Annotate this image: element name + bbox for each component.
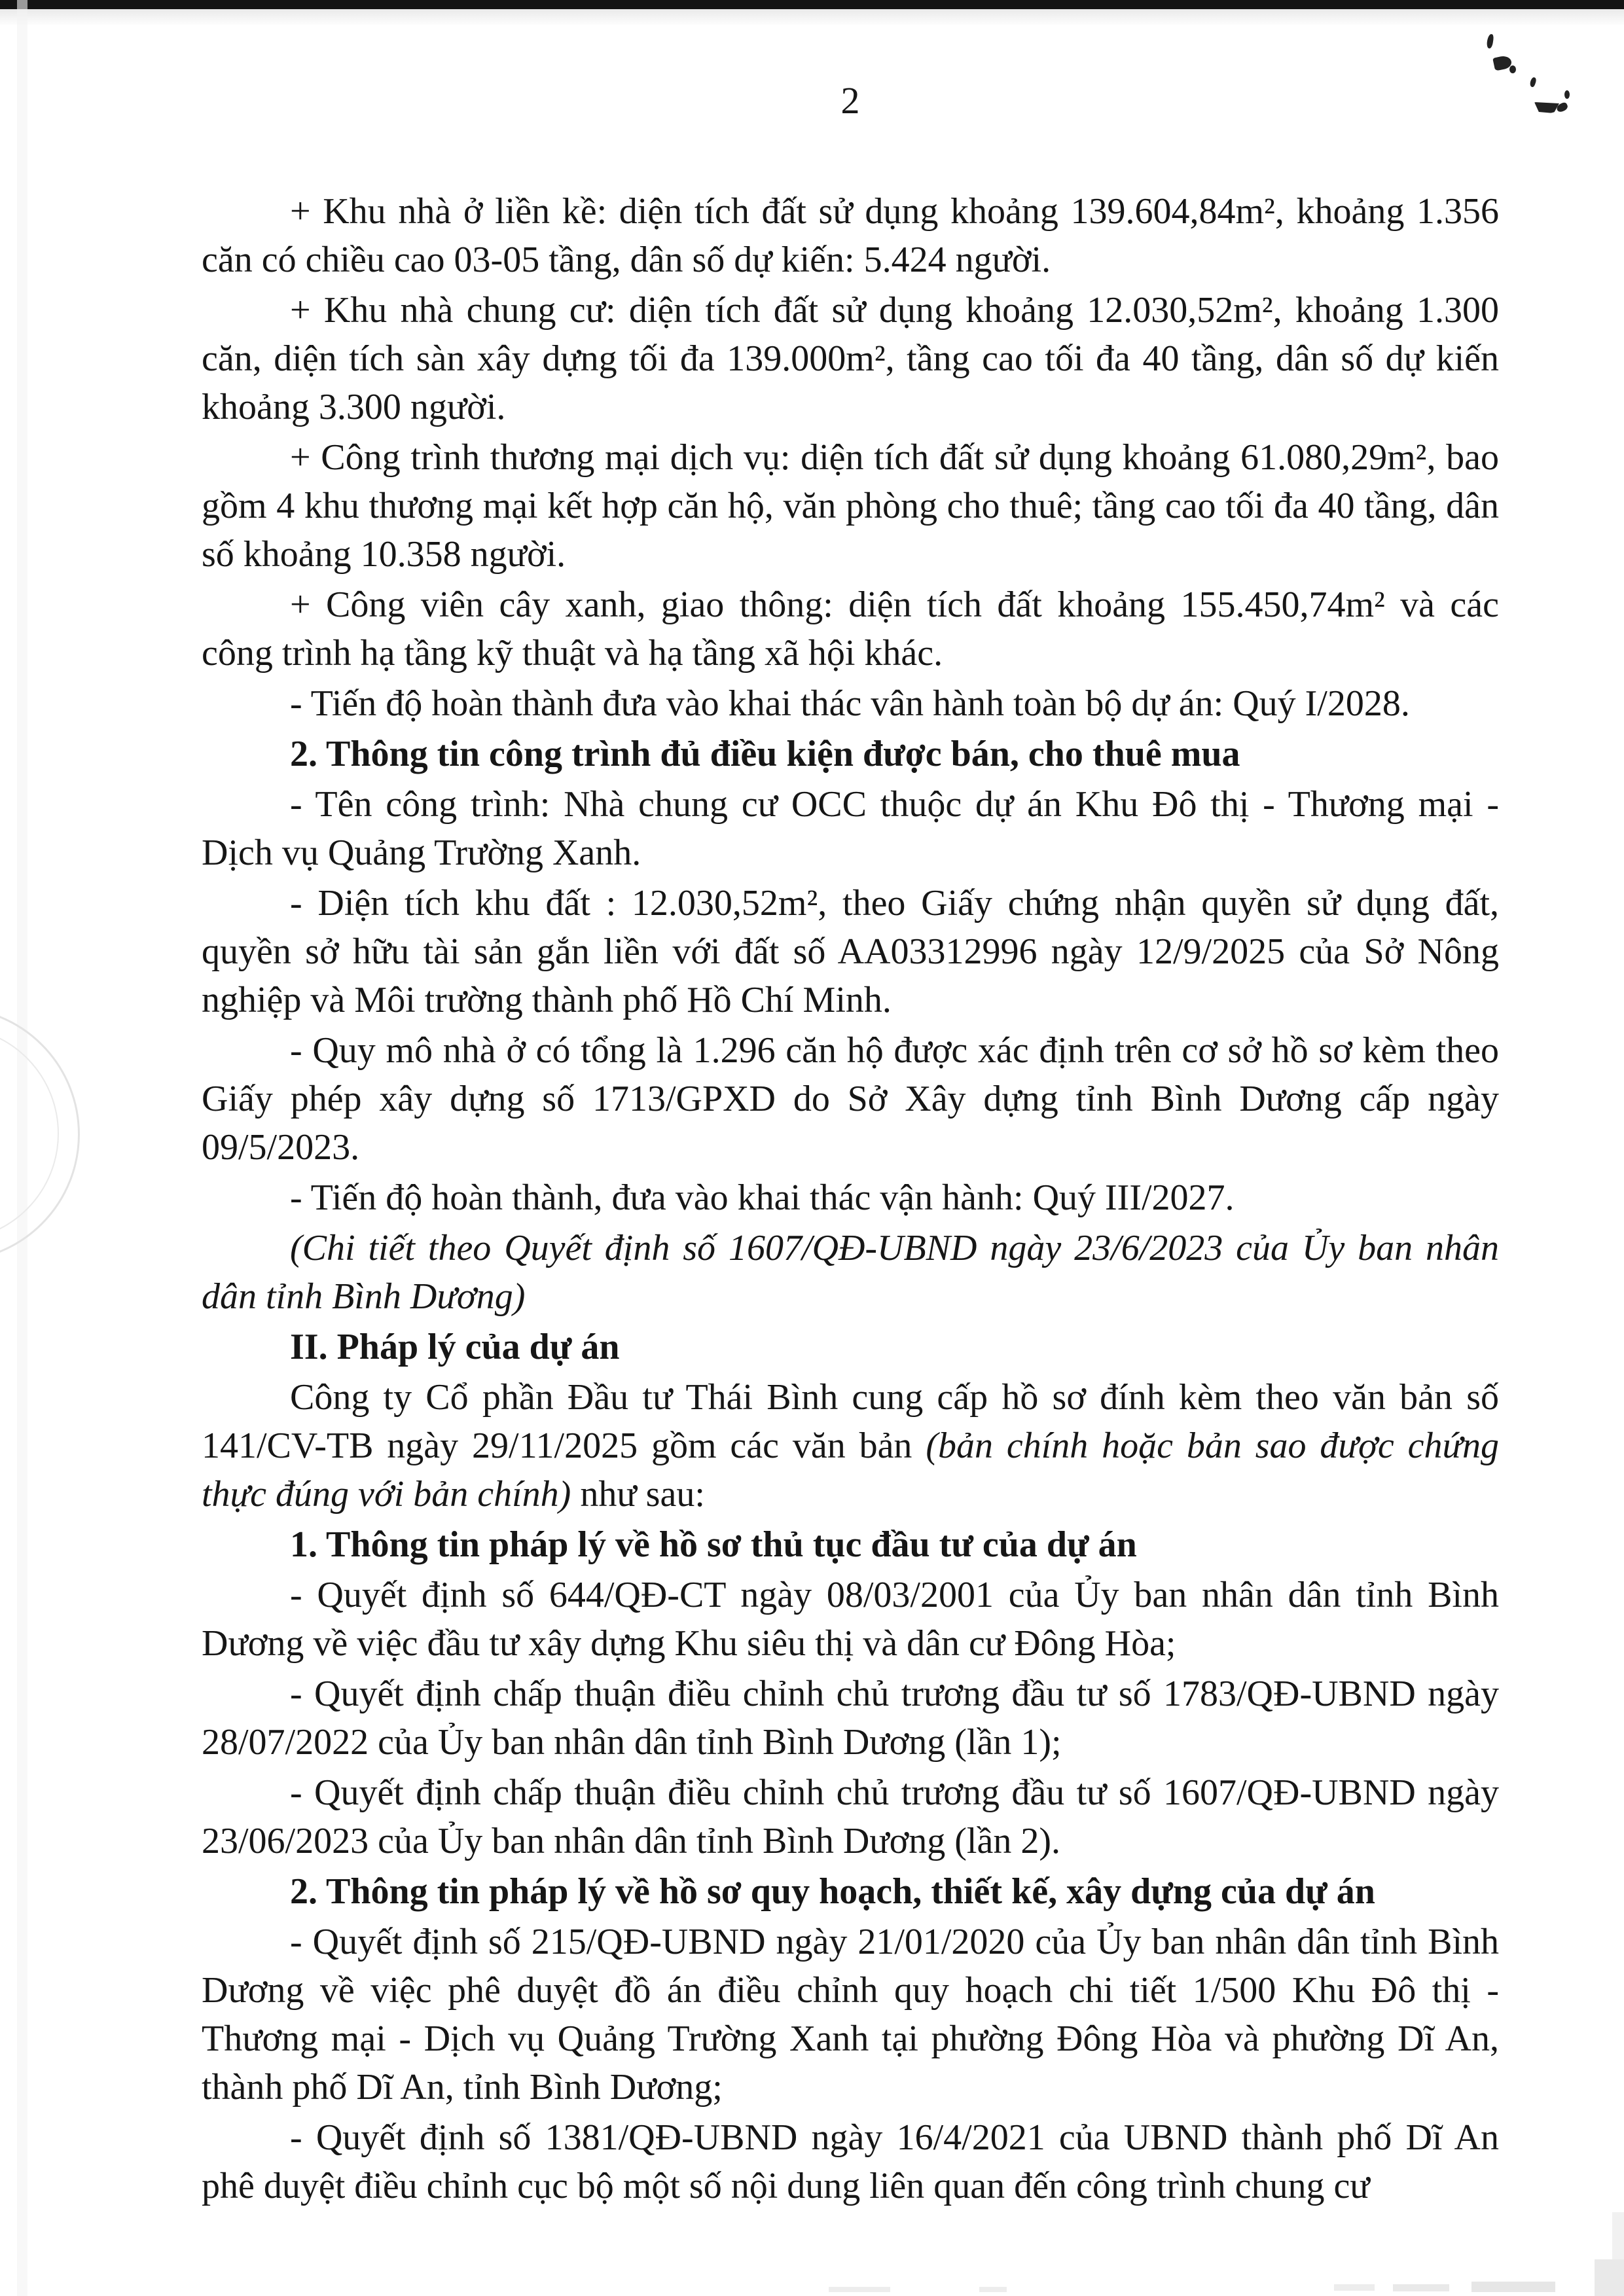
ink-mark: [1509, 65, 1516, 73]
section-heading: 1. Thông tin pháp lý về hồ sơ thủ tục đầu tư của dự án: [290, 1524, 1137, 1565]
scan-smudge: [979, 2287, 1007, 2292]
body-paragraph: + Khu nhà chung cư: diện tích đất sử dụng khoảng 12.030,52m², khoảng 1.300 căn, diện tích sàn xây dựng tối đa 139.000m², tầng cao tối đa 40 tầng, dân số dự kiến khoảng 3.300 người.: [202, 290, 1499, 427]
ink-mark: [1534, 102, 1559, 113]
body-paragraph: - Quyết định số 1381/QĐ-UBND ngày 16/4/2021 của UBND thành phố Dĩ An phê duyệt điều chỉnh cục bộ một số nội dung liên quan đến công trình chung cư: [202, 2117, 1499, 2206]
section-heading: 2. Thông tin pháp lý về hồ sơ quy hoạch, thiết kế, xây dựng của dự án: [290, 1871, 1375, 1912]
body-paragraph: - Quy mô nhà ở có tổng là 1.296 căn hộ được xác định trên cơ sở hồ sơ kèm theo Giấy phép xây dựng số 1713/GPXD do Sở Xây dựng tỉnh Bình Dương cấp ngày 09/5/2023.: [202, 1030, 1499, 1168]
section-heading: II. Pháp lý của dự án: [290, 1327, 620, 1367]
body-paragraph: - Tiến độ hoàn thành, đưa vào khai thác vận hành: Quý III/2027.: [290, 1177, 1235, 1218]
body-paragraph: + Công viên cây xanh, giao thông: diện tích đất khoảng 155.450,74m² và các công trình hạ tầng kỹ thuật và hạ tầng xã hội khác.: [202, 584, 1499, 673]
document-body: [202, 187, 1499, 2212]
body-paragraph: - Quyết định số 644/QĐ-CT ngày 08/03/2001 của Ủy ban nhân dân tỉnh Bình Dương về việc đầu tư xây dựng Khu siêu thị và dân cư Đông Hòa;: [202, 1575, 1499, 1664]
scan-smudge: [1393, 2284, 1449, 2291]
text-run: Công ty Cổ phần Đầu tư Thái Bình cung cấp hồ sơ đính kèm theo văn bản số 141/CV-TB ngày 29/11/2025 gồm các văn bản: [202, 1377, 1499, 1466]
scan-smudge: [1334, 2284, 1375, 2291]
body-paragraph: [202, 1373, 1499, 1518]
text-run: (bản chính hoặc bản sao được chứng thực đúng với bản chính): [202, 1426, 1499, 1515]
scan-smudge: [1471, 2282, 1555, 2292]
page-number: 2: [840, 79, 860, 122]
body-paragraph: - Quyết định chấp thuận điều chỉnh chủ trương đầu tư số 1783/QĐ-UBND ngày 28/07/2022 của Ủy ban nhân dân tỉnh Bình Dương (lần 1);: [202, 1674, 1499, 1763]
ink-mark: [1555, 101, 1568, 113]
citation-note: (Chi tiết theo Quyết định số 1607/QĐ-UBND ngày 23/6/2023 của Ủy ban nhân dân tỉnh Bình Dương): [202, 1228, 1499, 1317]
body-paragraph: - Quyết định số 215/QĐ-UBND ngày 21/01/2020 của Ủy ban nhân dân tỉnh Bình Dương về việc phê duyệt đồ án điều chỉnh quy hoạch chi tiết 1/500 Khu Đô thị - Thương mại - Dịch vụ Quảng Trường Xanh tại phường Đông Hòa và phường Dĩ An, thành phố Dĩ An, tỉnh Bình Dương;: [202, 1922, 1499, 2108]
scan-edge-line: [0, 0, 1624, 9]
body-paragraph: + Khu nhà ở liền kề: diện tích đất sử dụng khoảng 139.604,84m², khoảng 1.356 căn có chiều cao 03-05 tầng, dân số dự kiến: 5.424 người.: [202, 191, 1499, 280]
body-paragraph: - Diện tích khu đất : 12.030,52m², theo Giấy chứng nhận quyền sử dụng đất, quyền sở hữu tài sản gắn liền với đất số AA03312996 ngày 12/9/2025 của Sở Nông nghiệp và Môi trường thành phố Hồ Chí Minh.: [202, 883, 1499, 1020]
ink-mark: [1529, 77, 1537, 88]
body-paragraph: - Quyết định chấp thuận điều chỉnh chủ trương đầu tư số 1607/QĐ-UBND ngày 23/06/2023 của Ủy ban nhân dân tỉnh Bình Dương (lần 2).: [202, 1772, 1499, 1861]
section-heading: 2. Thông tin công trình đủ điều kiện được bán, cho thuê mua: [290, 734, 1240, 774]
scan-edge-shadow: [0, 9, 1624, 26]
text-run: như sau:: [571, 1474, 705, 1515]
body-paragraph: - Tên công trình: Nhà chung cư OCC thuộc dự án Khu Đô thị - Thương mại - Dịch vụ Quảng Trường Xanh.: [202, 784, 1499, 873]
body-paragraph: - Tiến độ hoàn thành đưa vào khai thác vân hành toàn bộ dự án: Quý I/2028.: [290, 683, 1410, 724]
body-paragraph: + Công trình thương mại dịch vụ: diện tích đất sử dụng khoảng 61.080,29m², bao gồm 4 khu thương mại kết hợp căn hộ, văn phòng cho thuê; tầng cao tối đa 40 tầng, dân số khoảng 10.358 người.: [202, 437, 1499, 575]
scan-smudge: [1595, 2259, 1624, 2296]
ink-mark: [1564, 90, 1570, 99]
scan-smudge: [829, 2287, 890, 2292]
ink-mark: [1487, 33, 1494, 48]
